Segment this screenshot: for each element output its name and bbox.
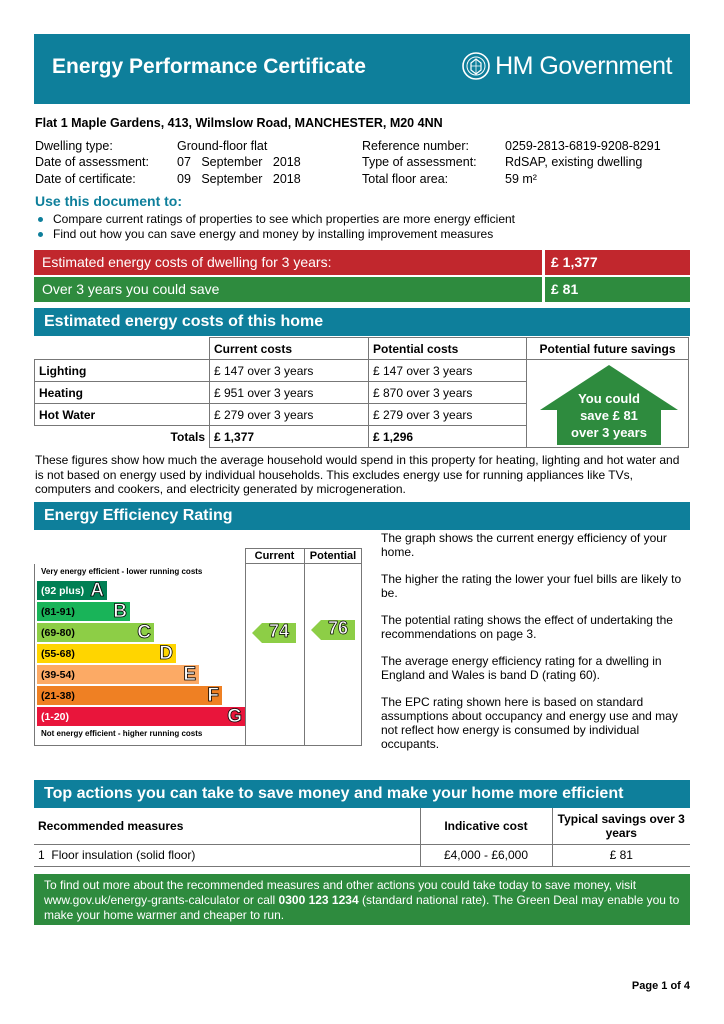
rating-band-c <box>37 623 154 642</box>
list-item: Find out how you can save energy and money by installing improvement measures <box>35 227 515 242</box>
col-typical-savings: Typical savings over 3 years <box>552 808 690 844</box>
costs-note: These figures show how much the average household would spend in this property for heating, lighting and hot water and is not based on energy used by individual households. This excludes energy use for running appliances like TVs, computers and cookers, and electricity generated by microgeneration. <box>35 453 680 496</box>
phone-number: 0300 123 1234 <box>278 893 359 907</box>
hm-government-logo <box>461 51 672 81</box>
band-letter: C <box>137 622 151 643</box>
rating-band-d <box>37 644 176 663</box>
actions-section-heading: Top actions you can take to save money and make your home more efficient <box>34 780 690 808</box>
explanation-text: The graph shows the current energy efficiency of your home. <box>381 531 667 559</box>
rating-band-g <box>37 707 245 726</box>
bottom-efficiency-label: Not energy efficient - higher running costs <box>41 729 203 738</box>
savings-value: £ 81 <box>542 277 690 302</box>
reference-value: 0259-2813-6819-9208-8291 <box>505 139 661 153</box>
col-potential-costs: Potential costs <box>369 338 527 360</box>
rating-section-heading: Energy Efficiency Rating <box>34 502 690 530</box>
explanation-text: The average energy efficiency rating for a dwelling in England and Wales is band D (rating 60). <box>381 654 662 682</box>
savings-label: Over 3 years you could save <box>42 281 220 297</box>
totals-row: Totals £ 1,377 £ 1,296 <box>35 426 689 448</box>
col-recommended-measures: Recommended measures <box>34 808 420 844</box>
list-item: Compare current ratings of properties to see which properties are more energy efficient <box>35 212 515 227</box>
royal-crest-icon <box>461 51 491 81</box>
table-row: Heating £ 951 over 3 years £ 870 over 3 years <box>35 382 689 404</box>
band-letter: G <box>227 706 242 727</box>
rating-band-a <box>37 581 107 600</box>
col-potential-rating: Potential <box>309 550 357 562</box>
table-row: Lighting £ 147 over 3 years £ 147 over 3 years <box>35 360 689 382</box>
band-range: (81-91) <box>41 606 75 618</box>
assessment-date-value: 07 September 2018 <box>177 155 301 169</box>
table-row: Hot Water £ 279 over 3 years £ 279 over 3 years <box>35 404 689 426</box>
header-banner <box>34 34 690 104</box>
rating-band-f <box>37 686 222 705</box>
assessment-type-label: Type of assessment: <box>362 155 477 169</box>
current-rating-marker <box>252 623 296 646</box>
band-letter: D <box>159 643 173 664</box>
assessment-date-label: Date of assessment: <box>35 155 149 169</box>
potential-rating-marker <box>311 620 355 643</box>
band-range: (55-68) <box>41 648 75 660</box>
band-range: (21-38) <box>41 690 75 702</box>
property-address: Flat 1 Maple Gardens, 413, Wilmslow Road, MANCHESTER, M20 4NN <box>35 116 443 130</box>
band-letter: E <box>183 664 196 685</box>
dwelling-type-label: Dwelling type: <box>35 139 113 153</box>
certificate-date-value: 09 September 2018 <box>177 172 301 186</box>
band-range: (39-54) <box>41 669 75 681</box>
use-document-list <box>35 212 515 242</box>
band-range: (1-20) <box>41 711 70 723</box>
potential-rating-value: 76 <box>327 618 349 638</box>
band-range: (92 plus) <box>41 585 85 597</box>
col-indicative-cost: Indicative cost <box>420 808 552 844</box>
page-number: Page 1 of 4 <box>631 980 690 992</box>
top-efficiency-label: Very energy efficient - lower running costs <box>41 567 203 576</box>
reference-label: Reference number: <box>362 139 470 153</box>
assessment-type-value: RdSAP, existing dwelling <box>505 155 643 169</box>
floor-area-value: 59 m² <box>505 172 537 186</box>
dwelling-type-value: Ground-floor flat <box>177 139 268 153</box>
rating-explanations <box>381 531 687 764</box>
col-current-rating: Current <box>254 550 295 562</box>
footer-info: To find out more about the recommended measures and other actions you could take today to save money, visit www.gov.uk/energy-grants-calculator or call 0300 123 1234 (standard national rate). The Green Deal may enable you to make your home warmer and cheaper to run. <box>34 874 690 925</box>
estimated-cost-value: £ 1,377 <box>542 250 690 275</box>
rating-band-e <box>37 665 199 684</box>
arrow-line-3: over 3 years <box>571 425 647 440</box>
floor-area-label: Total floor area: <box>362 172 449 186</box>
rating-band-b <box>37 602 130 621</box>
explanation-text: The EPC rating shown here is based on standard assumptions about occupancy and energy use and may not reflect how energy is consumed by individual occupants. <box>381 695 678 751</box>
actions-table <box>34 808 690 867</box>
band-letter: B <box>113 601 127 622</box>
arrow-line-1: You could <box>578 391 640 406</box>
band-range: (69-80) <box>41 627 75 639</box>
band-letter: F <box>207 685 219 706</box>
use-document-heading: Use this document to: <box>35 193 183 209</box>
arrow-line-2: save £ 81 <box>580 408 638 423</box>
costs-section-heading: Estimated energy costs of this home <box>34 308 690 336</box>
explanation-text: The higher the rating the lower your fuel bills are likely to be. <box>381 572 682 600</box>
gov-name: HM Government <box>495 51 672 80</box>
band-letter: A <box>90 580 104 601</box>
savings-bar <box>34 277 690 302</box>
current-rating-value: 74 <box>268 621 290 641</box>
explanation-text: The potential rating shows the effect of undertaking the recommendations on page 3. <box>381 613 673 641</box>
col-current-costs: Current costs <box>210 338 369 360</box>
page-title: Energy Performance Certificate <box>52 55 366 78</box>
certificate-date-label: Date of certificate: <box>35 172 136 186</box>
table-row: 1 Floor insulation (solid floor) £4,000 - £6,000 £ 81 <box>34 844 690 866</box>
savings-arrow-icon <box>540 365 678 445</box>
rating-chart <box>34 548 362 746</box>
col-potential-savings: Potential future savings <box>527 338 689 360</box>
estimated-cost-bar <box>34 250 690 275</box>
estimated-cost-label: Estimated energy costs of dwelling for 3 years: <box>42 254 332 270</box>
